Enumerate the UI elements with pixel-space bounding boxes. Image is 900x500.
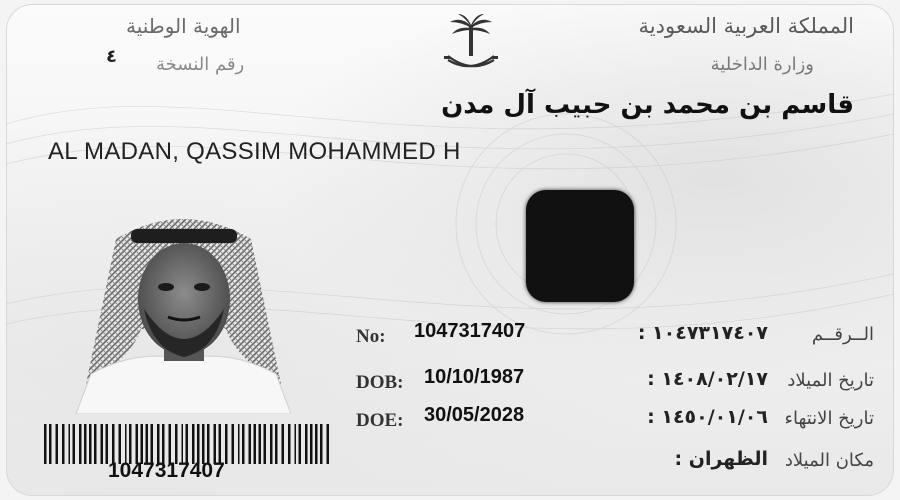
barcode-bar: [56, 424, 59, 464]
barcode-bar: [197, 424, 200, 464]
barcode-bar: [157, 424, 160, 464]
barcode: [44, 424, 334, 464]
barcode-bar: [202, 424, 205, 464]
doe-label-ar: تاريخ الانتهاء: [784, 408, 874, 429]
barcode-bar: [315, 424, 318, 464]
holder-name-ar: قاسم بن محمد بن حبيب آل مدن: [441, 90, 854, 120]
version-number: ٤: [106, 46, 117, 67]
barcode-bar: [299, 424, 302, 464]
barcode-bar: [106, 424, 109, 464]
barcode-bar: [125, 424, 127, 464]
dob-value-en: 10/10/1987: [424, 366, 525, 388]
dob-value-ar: ١٤٠٨/٠٢/١٧ :: [647, 368, 768, 390]
ministry-name-ar: وزارة الداخلية: [710, 54, 814, 75]
no-label-ar: الــرقــم: [811, 324, 874, 345]
doe-label-en: DOE:: [356, 410, 404, 431]
barcode-bar: [169, 424, 172, 464]
barcode-bar: [327, 424, 330, 464]
palm-swords-emblem-icon: [436, 12, 506, 82]
card-title-ar: الهوية الوطنية: [126, 14, 241, 38]
barcode-bar: [141, 424, 144, 464]
barcode-bar: [129, 424, 132, 464]
barcode-bar: [84, 424, 87, 464]
barcode-bar: [136, 424, 139, 464]
barcode-bar: [192, 424, 195, 464]
barcode-bar: [264, 424, 267, 464]
portrait-photo: [76, 209, 291, 414]
barcode-bar: [89, 424, 92, 464]
barcode-bar: [62, 424, 65, 464]
no-value-en: 1047317407: [414, 320, 526, 342]
barcode-bar: [101, 424, 104, 464]
barcode-bar: [79, 424, 82, 464]
barcode-bar: [320, 424, 323, 464]
barcode-bar: [182, 424, 184, 464]
dob-label-ar: تاريخ الميلاد: [787, 370, 874, 391]
kingdom-name-ar: المملكة العربية السعودية: [638, 14, 854, 38]
no-label-en: No:: [356, 326, 386, 347]
barcode-bar: [49, 424, 52, 464]
barcode-bar: [249, 424, 252, 464]
barcode-bar: [270, 424, 273, 464]
barcode-bar: [207, 424, 210, 464]
holder-name-en: AL MADAN, QASSIM MOHAMMED H: [48, 138, 461, 165]
barcode-bar: [214, 424, 217, 464]
id-card: [6, 4, 894, 496]
no-value-ar: ١٠٤٧٣١٧٤٠٧ :: [637, 322, 768, 344]
barcode-bar: [232, 424, 235, 464]
barcode-bar: [162, 424, 165, 464]
barcode-bar: [238, 424, 240, 464]
barcode-bar: [295, 424, 297, 464]
barcode-bar: [242, 424, 245, 464]
pob-label-ar: مكان الميلاد: [784, 450, 874, 471]
barcode-bar: [225, 424, 228, 464]
barcode-bar: [44, 424, 47, 464]
pob-value-ar: الظهران :: [674, 448, 768, 470]
barcode-bar: [310, 424, 313, 464]
version-label-ar: رقم النسخة: [156, 54, 245, 75]
barcode-bar: [119, 424, 122, 464]
barcode-bar: [282, 424, 285, 464]
dob-label-en: DOB:: [356, 372, 404, 393]
barcode-bar: [69, 424, 71, 464]
barcode-bar: [175, 424, 178, 464]
barcode-bar: [112, 424, 115, 464]
barcode-bar: [151, 424, 154, 464]
barcode-bar: [254, 424, 257, 464]
barcode-bar: [275, 424, 278, 464]
barcode-bar: [146, 424, 149, 464]
barcode-bar: [94, 424, 97, 464]
barcode-bar: [186, 424, 189, 464]
doe-value-en: 30/05/2028: [424, 404, 525, 426]
doe-value-ar: ١٤٥٠/٠١/٠٦ :: [647, 406, 768, 428]
barcode-bar: [219, 424, 222, 464]
barcode-bar: [259, 424, 262, 464]
barcode-bar: [288, 424, 291, 464]
barcode-number: 1047317407: [108, 459, 225, 482]
smart-chip-icon: [526, 190, 634, 302]
barcode-bar: [73, 424, 76, 464]
barcode-bar: [305, 424, 308, 464]
